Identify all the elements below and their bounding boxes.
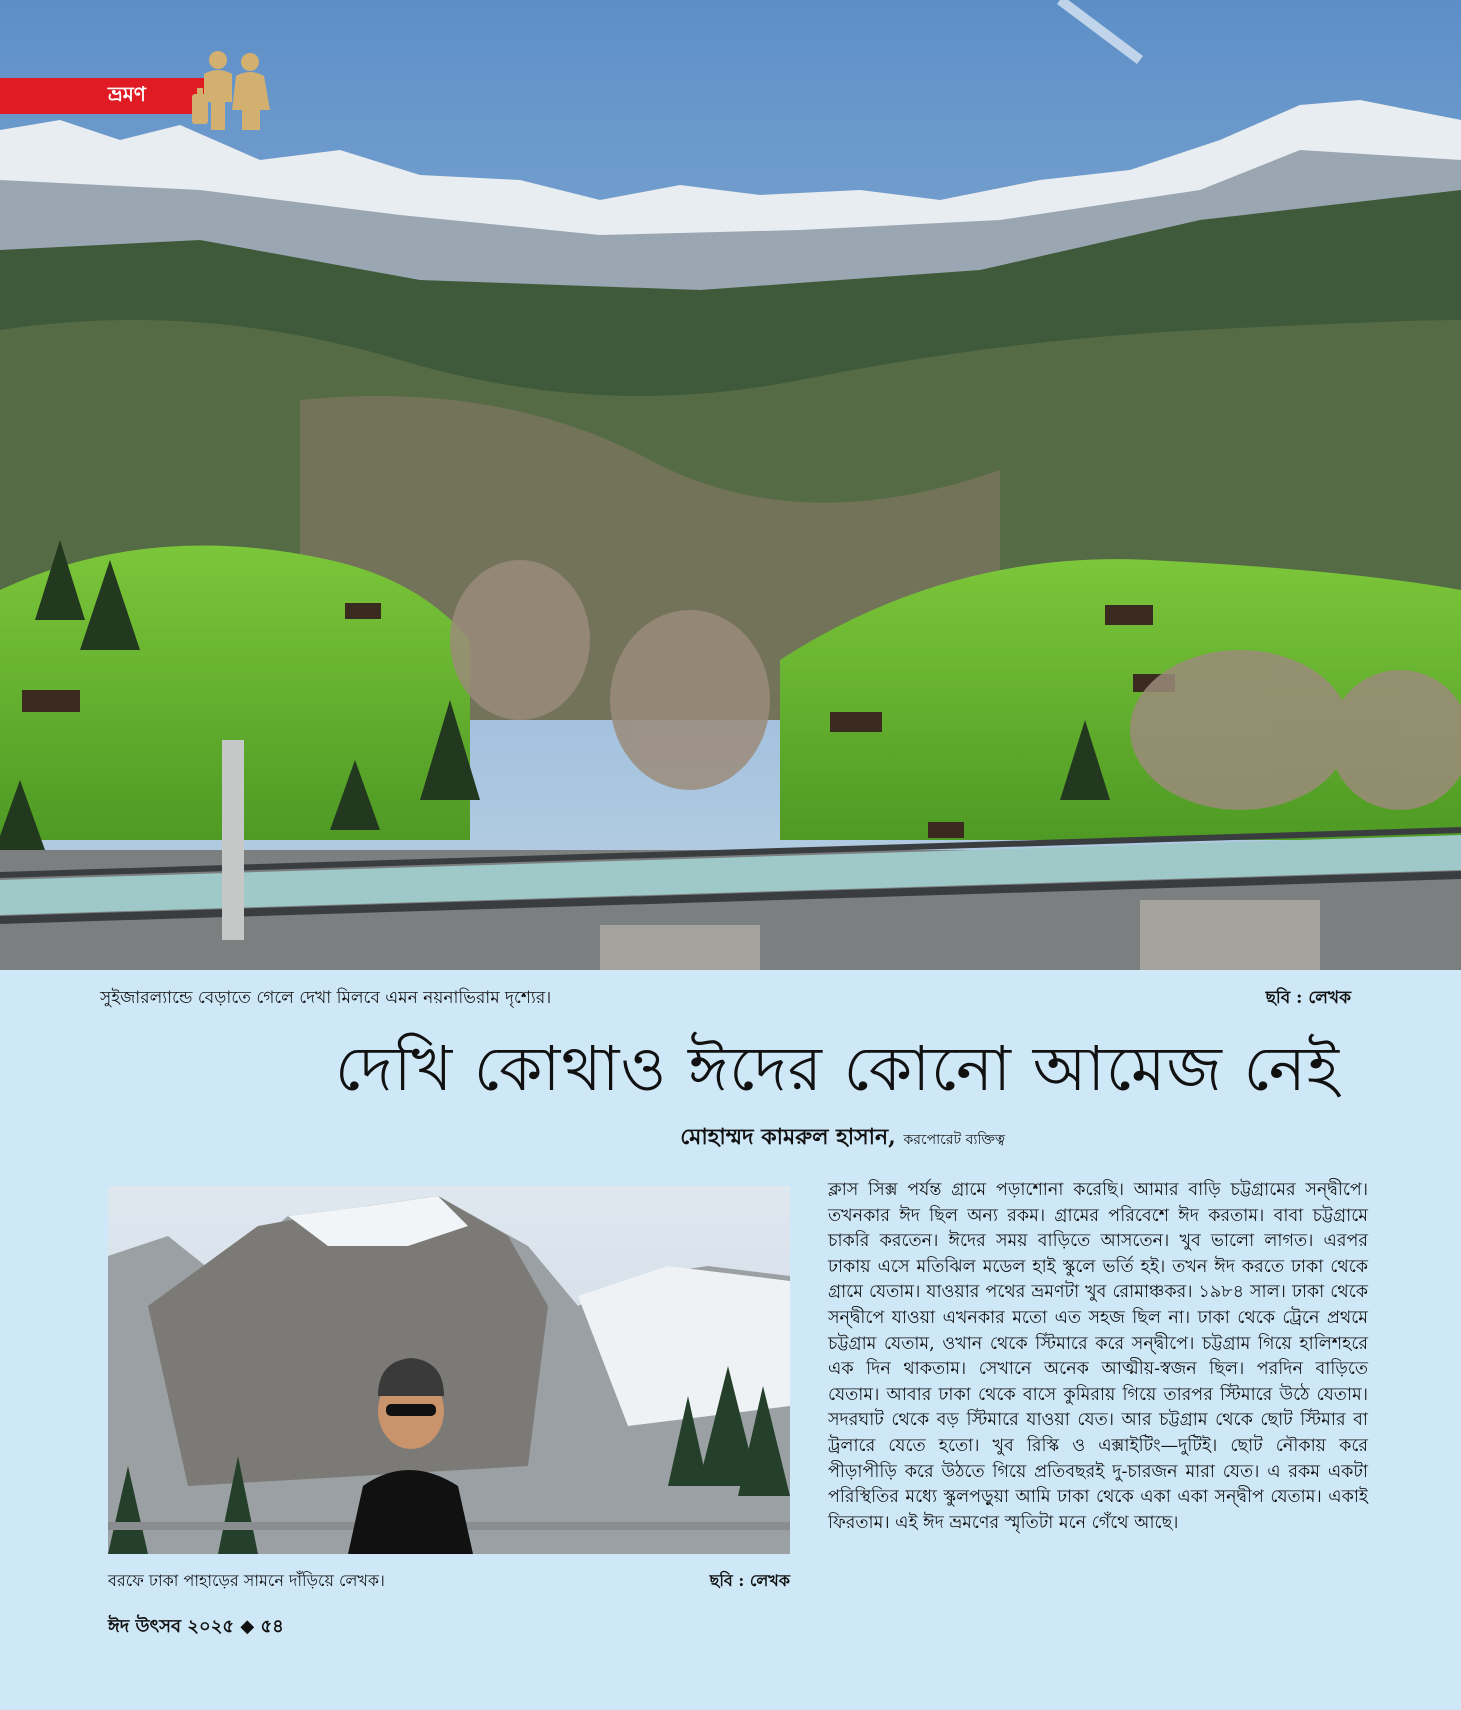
travelers-icon — [192, 50, 282, 136]
section-label: ভ্রমণ — [108, 81, 146, 106]
byline — [0, 1120, 1005, 1157]
hero-caption-row — [100, 985, 1351, 1013]
article-body: ক্লাস সিক্স পর্যন্ত গ্রামে পড়াশোনা করেছি। আমার বাড়ি চট্টগ্রামের সন্দ্বীপে। তখনকার ঈদ ছিল অন্য রকম। গ্রামের পরিবেশে ঈদ করতাম। বাবা চট্টগ্রামে চাকরি করতেন। ঈদের সময় বাড়িতে আসতেন। খুব ভালো লাগত। এরপর ঢাকায় এসে মতিঝিল মডেল হাই স্কুলে ভর্তি হই। তখন ঈদ করতে ঢাকা থেকে গ্রামে যেতাম। যাওয়ার পথের ভ্রমণটা খুব রোমাঞ্চকর। ১৯৮৪ সাল। ঢাকা থেকে সন্দ্বীপে যাওয়া এখনকার মতো এত সহজ ছিল না। ঢাকা থেকে ট্রেনে প্রথমে চট্টগ্রাম যেতাম, ওখান থেকে স্টিমারে করে সন্দ্বীপে। চট্টগ্রাম গিয়ে হালিশহরে এক দিন থাকতাম। সেখানে অনেক আত্মীয়-স্বজন ছিল। পরদিন বাড়িতে যেতাম। আবার ঢাকা থেকে বাসে কুমিরায় গিয়ে তারপর স্টিমারে উঠে যেতাম। সদরঘাট থেকে বড় স্টিমারে যাওয়া যেত। আর চট্টগ্রাম থেকে ছোট স্টিমার বা ট্রলারে যেতে হতো। খুব রিস্কি ও এক্সাইটিং—দুটিই। ছোট নৌকায় করে পীড়াপীড়ি করে উঠতে গিয়ে প্রতিবছরই দু-চারজন মারা যেত। এ রকম একটা পরিস্থিতির মধ্যে স্কুলপড়ুয়া আমি ঢাকা থেকে একা একা সন্দ্বীপ যেতাম। একাই ফিরতাম। এই ঈদ ভ্রমণের স্মৃতিটা মনে গেঁথে আছে। — [828, 1180, 1368, 1533]
hero-caption: সুইজারল্যান্ডে বেড়াতে গেলে দেখা মিলবে এমন নয়নাভিরাম দৃশ্যের। — [100, 988, 552, 1008]
author-role: করপোরেট ব্যক্তিত্ব — [903, 1132, 1005, 1148]
author-mountain-illustration — [108, 1186, 790, 1554]
hero-credit: ছবি : লেখক — [1265, 988, 1351, 1008]
inset-caption-row — [108, 1568, 790, 1595]
inset-photo — [108, 1186, 790, 1554]
author-name: মোহাম্মদ কামরুল হাসান, — [680, 1124, 896, 1150]
section-tag — [0, 78, 205, 114]
inset-credit: ছবি : লেখক — [709, 1571, 790, 1590]
inset-caption: বরফে ঢাকা পাহাড়ের সামনে দাঁড়িয়ে লেখক। — [108, 1571, 385, 1590]
article-title: দেখি কোথাও ঈদের কোনো আমেজ নেই — [334, 1032, 1340, 1105]
page-folio: ঈদ উৎসব ২০২৫ ◆ ৫৪ — [108, 1616, 284, 1637]
